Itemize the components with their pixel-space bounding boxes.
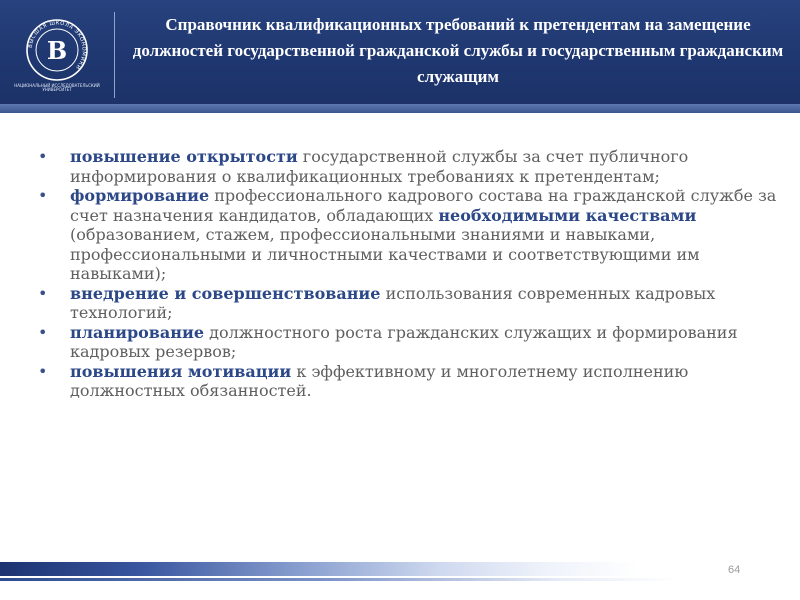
bullet-text: к эффективному и многолетнему исполнению должностных обязанностей.: [70, 361, 689, 400]
list-item: [38, 362, 780, 401]
bullet-emphasis: внедрение и совершенствование: [70, 283, 381, 303]
list-item: [38, 186, 780, 284]
bullet-icon: •: [38, 186, 48, 205]
header-band: [0, 104, 800, 113]
header-divider: [114, 12, 115, 98]
slide-title: Справочник квалификационных требований к претендентам на замещение должностей государственной гражданской службы и государственным гражданским служащим: [132, 15, 784, 86]
bullet-emphasis: повышения мотивации: [70, 361, 292, 381]
list-item: [38, 323, 780, 362]
bullet-icon: •: [38, 283, 48, 303]
bullet-text: использования современных кадровых технологий;: [70, 283, 716, 322]
bullet-list: [38, 147, 780, 401]
slide-header: [0, 0, 800, 113]
list-item: [38, 147, 780, 186]
bullet-emphasis: необходимыми качествами: [438, 205, 697, 225]
bullet-emphasis: формирование: [70, 186, 210, 205]
bullet-text: (образованием, стажем, профессиональными знаниями и навыками, профессиональными и личностными качествами и соответствующими им навыками);: [70, 225, 700, 283]
bullet-text: должностного роста гражданских служащих и формирования кадровых резервов;: [70, 322, 738, 361]
logo-ring-text: ВЫСШАЯ ШКОЛА ЭКОНОМИКИ: [27, 20, 87, 71]
bullet-icon: •: [38, 361, 48, 381]
bullet-text: государственной службы за счет публичного информирования о квалификационных требованиях к претендентам;: [70, 147, 689, 186]
bullet-text: профессионального кадрового состава на гражданской службе за счет назначения кандидатов, обладающих: [70, 186, 777, 225]
bullet-emphasis: повышение открытости: [70, 147, 298, 166]
bullet-emphasis: планирование: [70, 322, 205, 342]
footer-bar: [0, 562, 800, 576]
bullet-icon: •: [38, 322, 48, 342]
logo-caption: НАЦИОНАЛЬНЫЙ ИССЛЕДОВАТЕЛЬСКИЙ УНИВЕРСИТЕТ: [14, 83, 100, 92]
logo-letter-icon: В: [46, 36, 68, 65]
page-number: 64: [728, 564, 741, 576]
list-item: [38, 284, 780, 323]
footer-stripe: [0, 578, 800, 581]
bullet-icon: •: [38, 147, 48, 166]
